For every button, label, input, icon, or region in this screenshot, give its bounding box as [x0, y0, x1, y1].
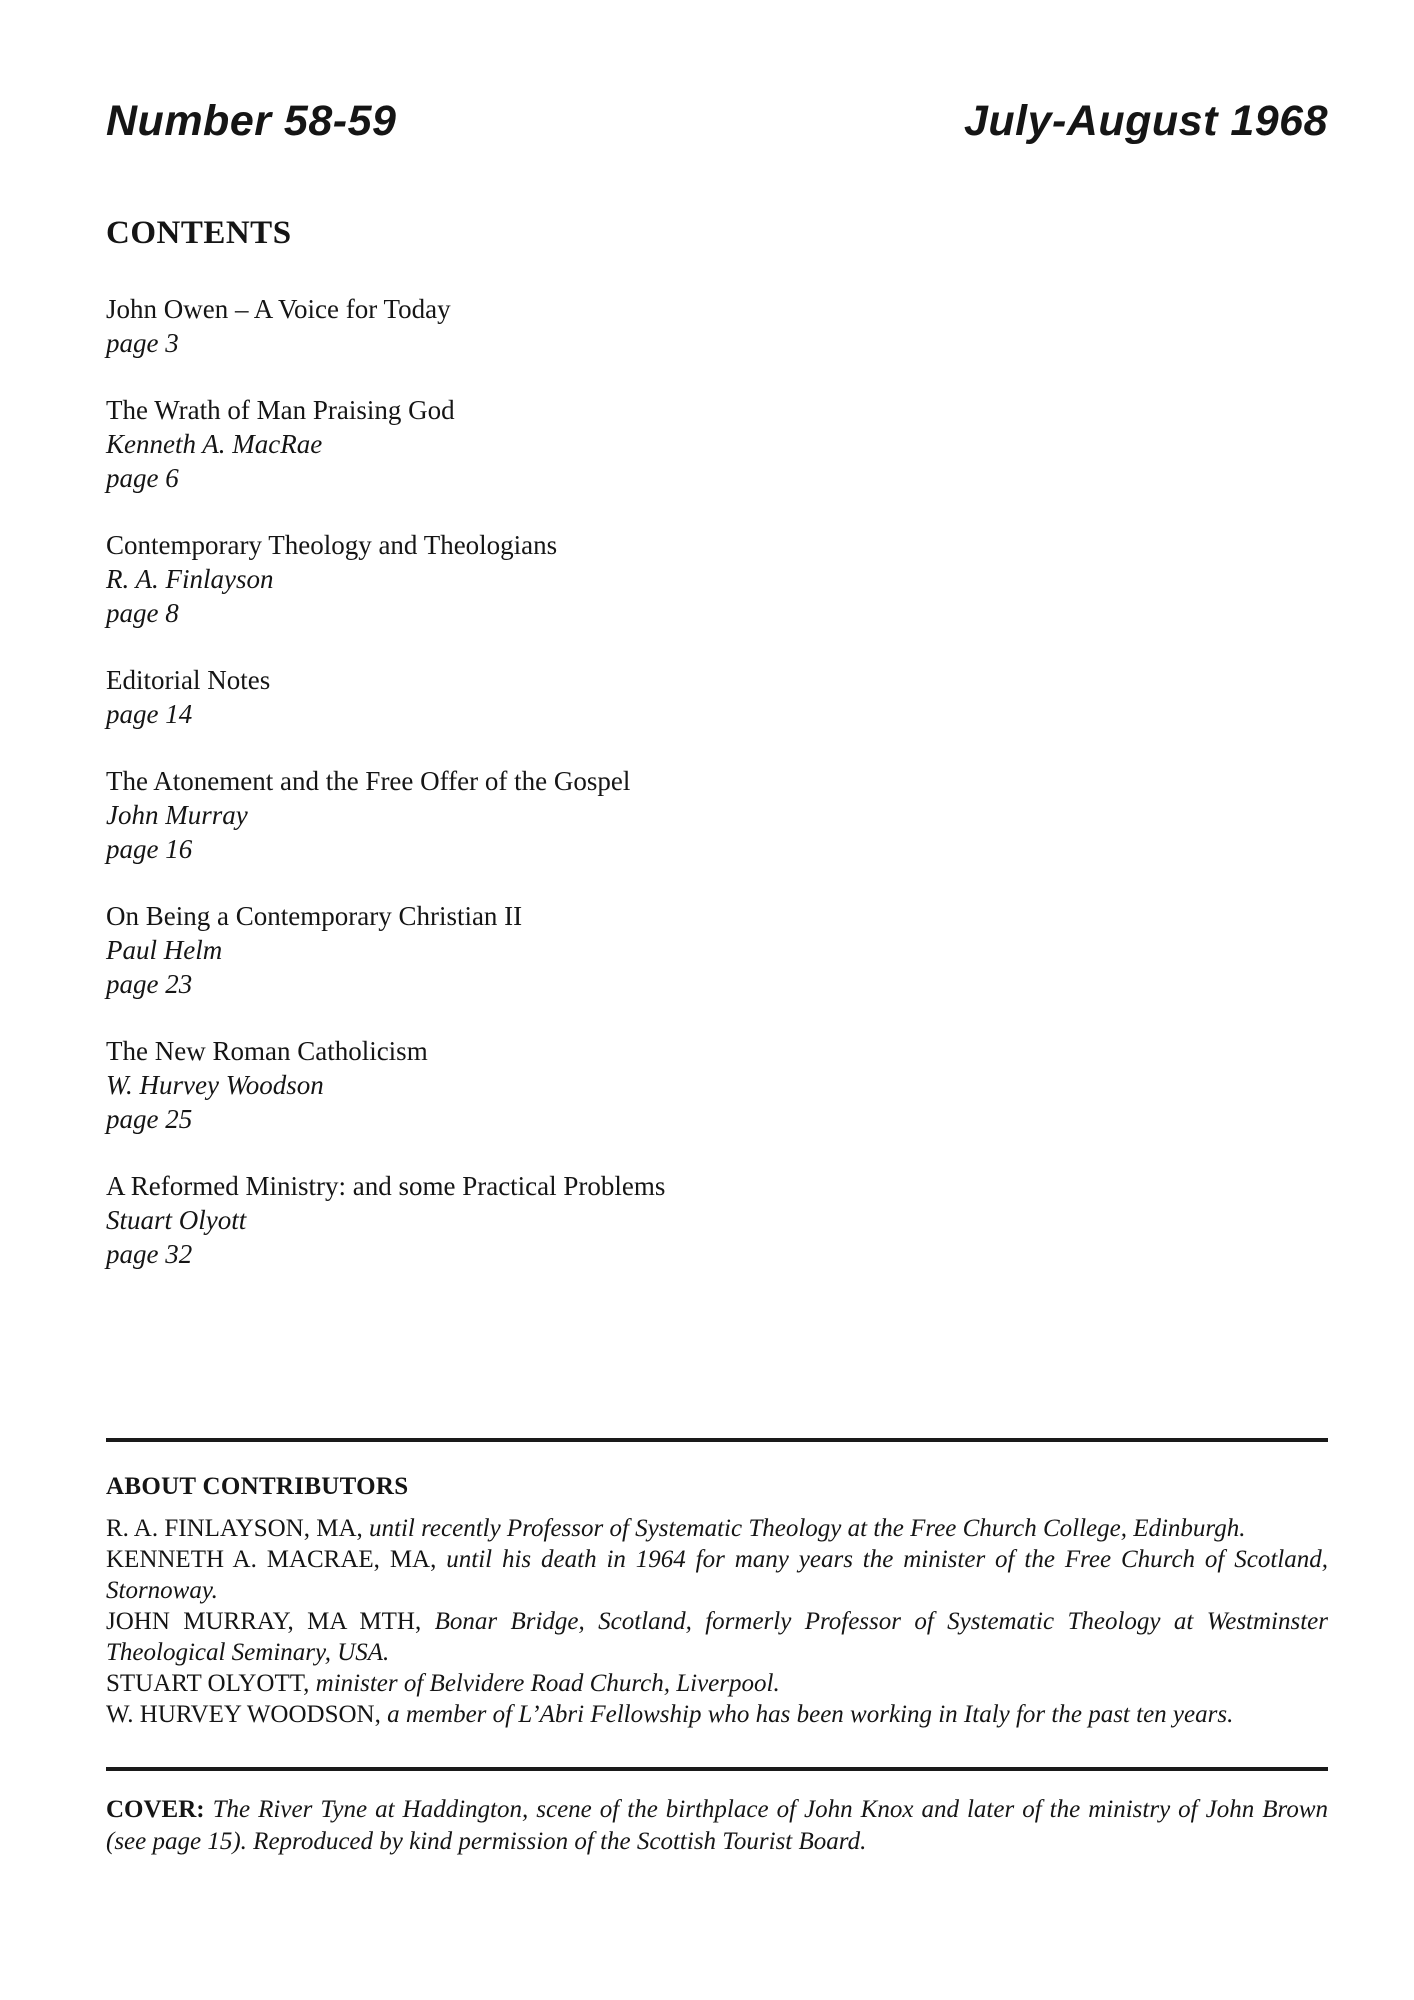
contributor-entry — [106, 1544, 1328, 1606]
article-author: John Murray — [106, 800, 248, 831]
article-author: W. Hurvey Woodson — [106, 1070, 324, 1101]
contributor-bio: minister of Belvidere Road Church, Liverpool. — [315, 1670, 780, 1698]
contributor-entry — [106, 1699, 1328, 1730]
article-title: Contemporary Theology and Theologians — [106, 530, 558, 561]
toc-item — [106, 764, 1328, 866]
cover-note-text: The River Tyne at Haddington, scene of the birthplace of John Knox and later of the ministry of John Brown (see page 15). Reproduced by kind permission of the Scottish Tourist Board. — [106, 1796, 1329, 1856]
contributor-bio: Bonar Bridge, Scotland, formerly Professor of Systematic Theology at Westminster Theological Seminary, USA. — [106, 1608, 1329, 1667]
contributor-entry — [106, 1513, 1328, 1544]
cover-note — [106, 1794, 1328, 1858]
toc-item — [106, 899, 1328, 1001]
toc-item — [106, 292, 1328, 360]
toc-item — [106, 528, 1328, 630]
contributor-bio: until recently Professor of Systematic Theology at the Free Church College, Edinburgh. — [369, 1515, 1246, 1543]
article-author: Stuart Olyott — [106, 1205, 247, 1236]
divider-bottom — [106, 1767, 1328, 1771]
article-title: The New Roman Catholicism — [106, 1036, 428, 1067]
article-page-number: page 23 — [106, 969, 193, 1000]
contributor-bio: a member of L’Abri Fellowship who has been working in Italy for the past ten years. — [387, 1701, 1234, 1729]
toc-item — [106, 1169, 1328, 1271]
article-title: On Being a Contemporary Christian II — [106, 901, 523, 932]
article-page-number: page 8 — [106, 598, 179, 629]
article-title: The Wrath of Man Praising God — [106, 395, 455, 426]
article-author: Paul Helm — [106, 935, 223, 966]
masthead — [106, 0, 1328, 146]
contents-heading: CONTENTS — [106, 215, 292, 252]
toc-item — [106, 663, 1328, 731]
article-page-number: page 3 — [106, 328, 179, 359]
article-title: A Reformed Ministry: and some Practical Problems — [106, 1171, 666, 1202]
contributor-entry — [106, 1606, 1328, 1668]
article-author: R. A. Finlayson — [106, 564, 274, 595]
contributor-name: W. HURVEY WOODSON, — [106, 1701, 381, 1729]
article-page-number: page 14 — [106, 699, 193, 730]
article-page-number: page 6 — [106, 463, 179, 494]
article-title: Editorial Notes — [106, 665, 271, 696]
article-page-number: page 32 — [106, 1239, 193, 1270]
article-page-number: page 16 — [106, 834, 193, 865]
contributors-list — [106, 1513, 1328, 1730]
contributor-name: JOHN MURRAY, MA MTH, — [106, 1608, 422, 1636]
issue-number: Number 58-59 — [106, 97, 397, 145]
contributor-name: KENNETH A. MACRAE, MA, — [106, 1546, 437, 1574]
table-of-contents — [106, 292, 1328, 1271]
article-author: Kenneth A. MacRae — [106, 429, 323, 460]
article-page-number: page 25 — [106, 1104, 193, 1135]
contributors-heading: ABOUT CONTRIBUTORS — [106, 1473, 409, 1501]
issue-date: July-August 1968 — [963, 97, 1328, 145]
contributor-bio: until his death in 1964 for many years the minister of the Free Church of Scotland, Stornoway. — [106, 1546, 1328, 1605]
contributor-entry — [106, 1668, 1328, 1699]
divider-top — [106, 1438, 1328, 1442]
cover-note-label: COVER: — [106, 1796, 205, 1824]
toc-item — [106, 1034, 1328, 1136]
article-title: The Atonement and the Free Offer of the Gospel — [106, 766, 631, 797]
contributor-name: STUART OLYOTT, — [106, 1670, 310, 1698]
article-title: John Owen – A Voice for Today — [106, 294, 451, 325]
toc-item — [106, 393, 1328, 495]
contributor-name: R. A. FINLAYSON, MA, — [106, 1515, 363, 1543]
